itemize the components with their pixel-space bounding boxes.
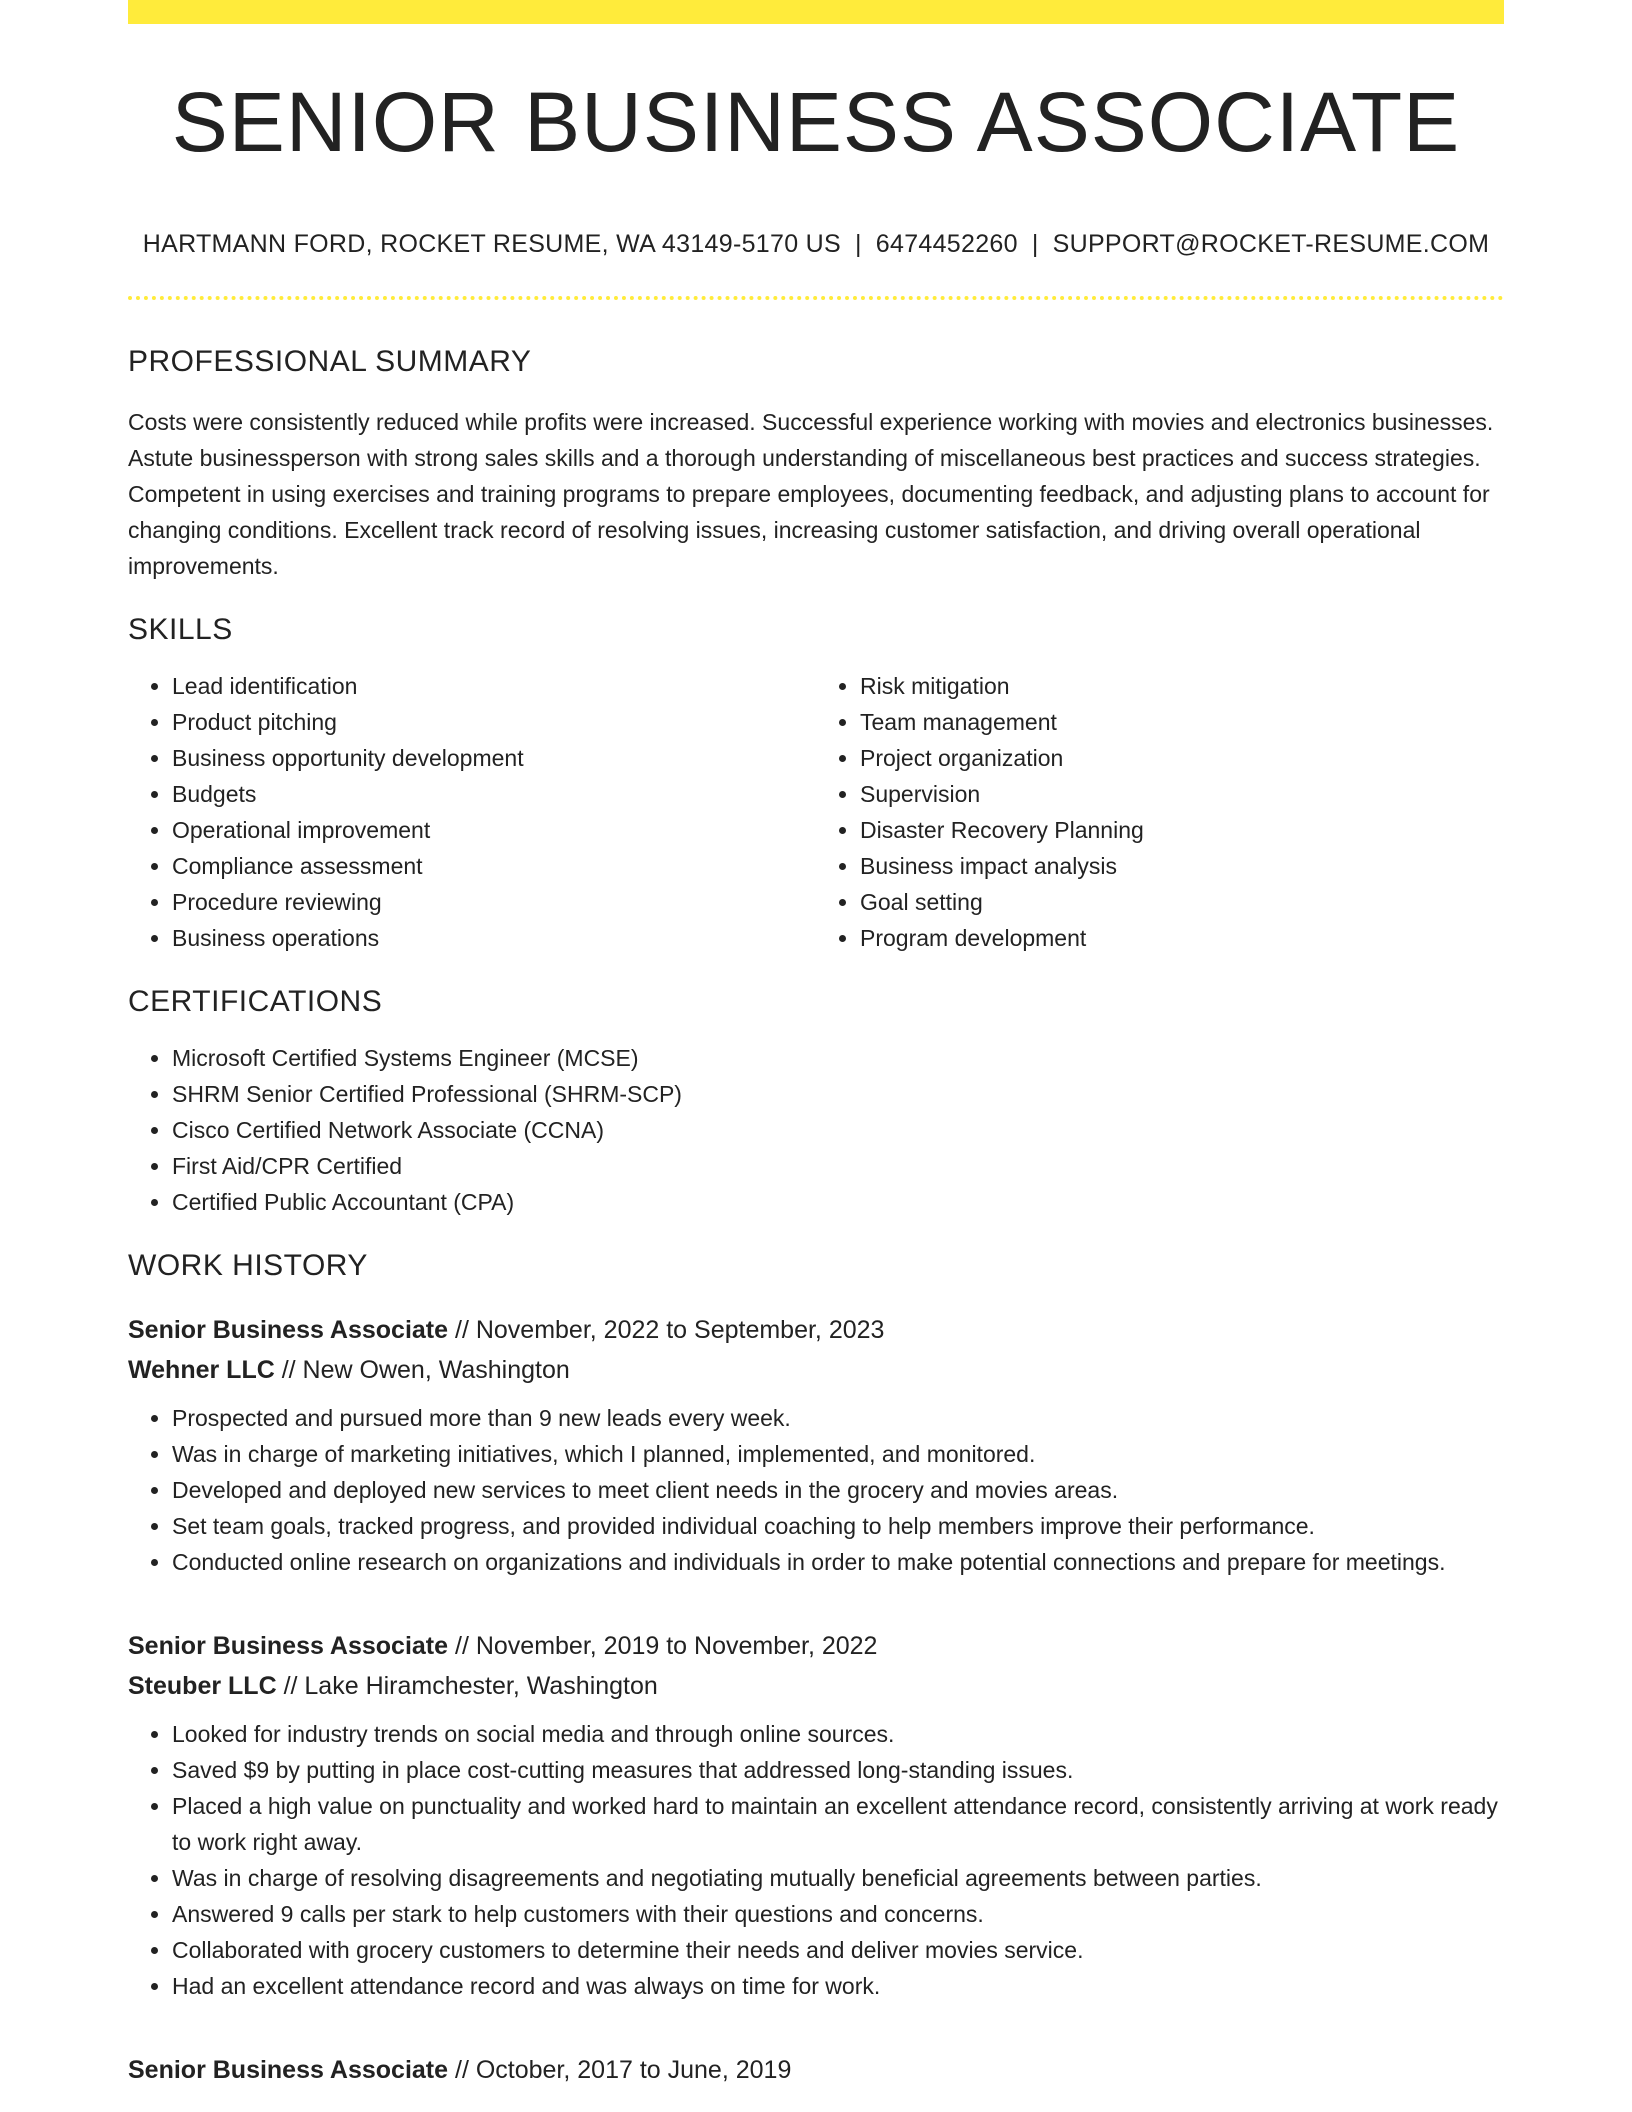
certifications-list (128, 1040, 1504, 1220)
job-dates: // November, 2019 to November, 2022 (448, 1632, 878, 1660)
job-dates: // October, 2017 to June, 2019 (448, 2056, 792, 2084)
skills-list-right (816, 668, 1504, 956)
page-title: SENIOR BUSINESS ASSOCIATE (171, 75, 1461, 169)
contact-address: HARTMANN FORD, ROCKET RESUME, WA 43149-5170 US (142, 230, 841, 258)
job-bullets (128, 1716, 1504, 2004)
job-location: // Lake Hiramchester, Washington (276, 1672, 658, 1700)
skills-columns (128, 648, 1504, 956)
top-accent-bar (128, 0, 1504, 24)
list-item: • Certified Public Accountant (CPA) (172, 1184, 1504, 1220)
job-role: Senior Business Associate (128, 1632, 449, 1660)
job-title-line (128, 1310, 1504, 1350)
certifications-section (128, 984, 1504, 1220)
list-item: • Lead identification (172, 668, 816, 704)
list-item: • Supervision (860, 776, 1504, 812)
list-item: • Developed and deployed new services to meet client needs in the grocery and movies areas. (172, 1472, 1504, 1508)
job-entry (128, 1310, 1504, 1580)
work-history-heading: WORK HISTORY (128, 1249, 368, 1282)
job-entry (128, 2050, 1504, 2090)
skills-heading: SKILLS (128, 613, 233, 646)
skills-list-left (128, 668, 816, 956)
list-item: • Set team goals, tracked progress, and provided individual coaching to help members improve their performance. (172, 1508, 1504, 1544)
work-history-section (128, 1248, 1504, 2090)
job-role: Senior Business Associate (128, 1316, 449, 1344)
job-company: Wehner LLC (128, 1356, 275, 1384)
certifications-heading: CERTIFICATIONS (128, 985, 383, 1018)
list-item: • Microsoft Certified Systems Engineer (MCSE) (172, 1040, 1504, 1076)
summary-text: Costs were consistently reduced while profits were increased. Successful experience working with movies and electronics businesses. Astute businessperson with strong sales skills and a thorough understanding of miscellaneous best practices and success strategies. Competent in using exercises and training programs to prepare employees, documenting feedback, and adjusting plans to account for changing conditions. Excellent track record of resolving issues, increasing customer satisfaction, and driving overall operational improvements. (128, 409, 1494, 579)
list-item: • Conducted online research on organizations and individuals in order to make potential connections and prepare for meetings. (172, 1544, 1504, 1580)
job-bullets (128, 1400, 1504, 1580)
list-item: • Placed a high value on punctuality and worked hard to maintain an excellent attendance record, consistently arriving at work ready to work right away. (172, 1788, 1504, 1860)
job-role: Senior Business Associate (128, 2056, 449, 2084)
job-location: // New Owen, Washington (274, 1356, 570, 1384)
list-item: • Compliance assessment (172, 848, 816, 884)
list-item: • Answered 9 calls per stark to help customers with their questions and concerns. (172, 1896, 1504, 1932)
list-item: • Saved $9 by putting in place cost-cutting measures that addressed long-standing issues. (172, 1752, 1504, 1788)
contact-email[interactable]: SUPPORT@ROCKET-RESUME.COM (1052, 230, 1490, 258)
job-dates: // November, 2022 to September, 2023 (448, 1316, 885, 1344)
summary-heading: PROFESSIONAL SUMMARY (128, 345, 532, 378)
list-item: • Program development (860, 920, 1504, 956)
summary-section (128, 344, 1504, 584)
list-item: • Had an excellent attendance record and was always on time for work. (172, 1968, 1504, 2004)
job-company: Steuber LLC (128, 1672, 277, 1700)
job-company-line (128, 1666, 1504, 1706)
dotted-divider (128, 296, 1504, 300)
list-item: • Procedure reviewing (172, 884, 816, 920)
job-title-line (128, 2050, 1504, 2090)
skills-section (128, 612, 1504, 956)
job-entry (128, 1626, 1504, 2004)
list-item: • SHRM Senior Certified Professional (SHRM-SCP) (172, 1076, 1504, 1112)
list-item: • Risk mitigation (860, 668, 1504, 704)
list-item: • Disaster Recovery Planning (860, 812, 1504, 848)
job-company-line (128, 1350, 1504, 1390)
list-item: • Product pitching (172, 704, 816, 740)
contact-phone[interactable]: 6474452260 (875, 230, 1018, 258)
contact-separator: | (854, 230, 862, 258)
list-item: • Budgets (172, 776, 816, 812)
list-item: • Was in charge of resolving disagreements and negotiating mutually beneficial agreements between parties. (172, 1860, 1504, 1896)
list-item: • Collaborated with grocery customers to determine their needs and deliver movies service. (172, 1932, 1504, 1968)
list-item: • Business operations (172, 920, 816, 956)
list-item: • Project organization (860, 740, 1504, 776)
list-item: • Was in charge of marketing initiatives, which I planned, implemented, and monitored. (172, 1436, 1504, 1472)
list-item: • Operational improvement (172, 812, 816, 848)
list-item: • Business impact analysis (860, 848, 1504, 884)
list-item: • First Aid/CPR Certified (172, 1148, 1504, 1184)
list-item: • Cisco Certified Network Associate (CCNA) (172, 1112, 1504, 1148)
resume-page (128, 0, 1504, 2090)
list-item: • Team management (860, 704, 1504, 740)
job-title-line (128, 1626, 1504, 1666)
list-item: • Goal setting (860, 884, 1504, 920)
list-item: • Prospected and pursued more than 9 new leads every week. (172, 1400, 1504, 1436)
contact-line (128, 230, 1504, 259)
list-item: • Business opportunity development (172, 740, 816, 776)
list-item: • Looked for industry trends on social media and through online sources. (172, 1716, 1504, 1752)
contact-separator: | (1031, 230, 1039, 258)
